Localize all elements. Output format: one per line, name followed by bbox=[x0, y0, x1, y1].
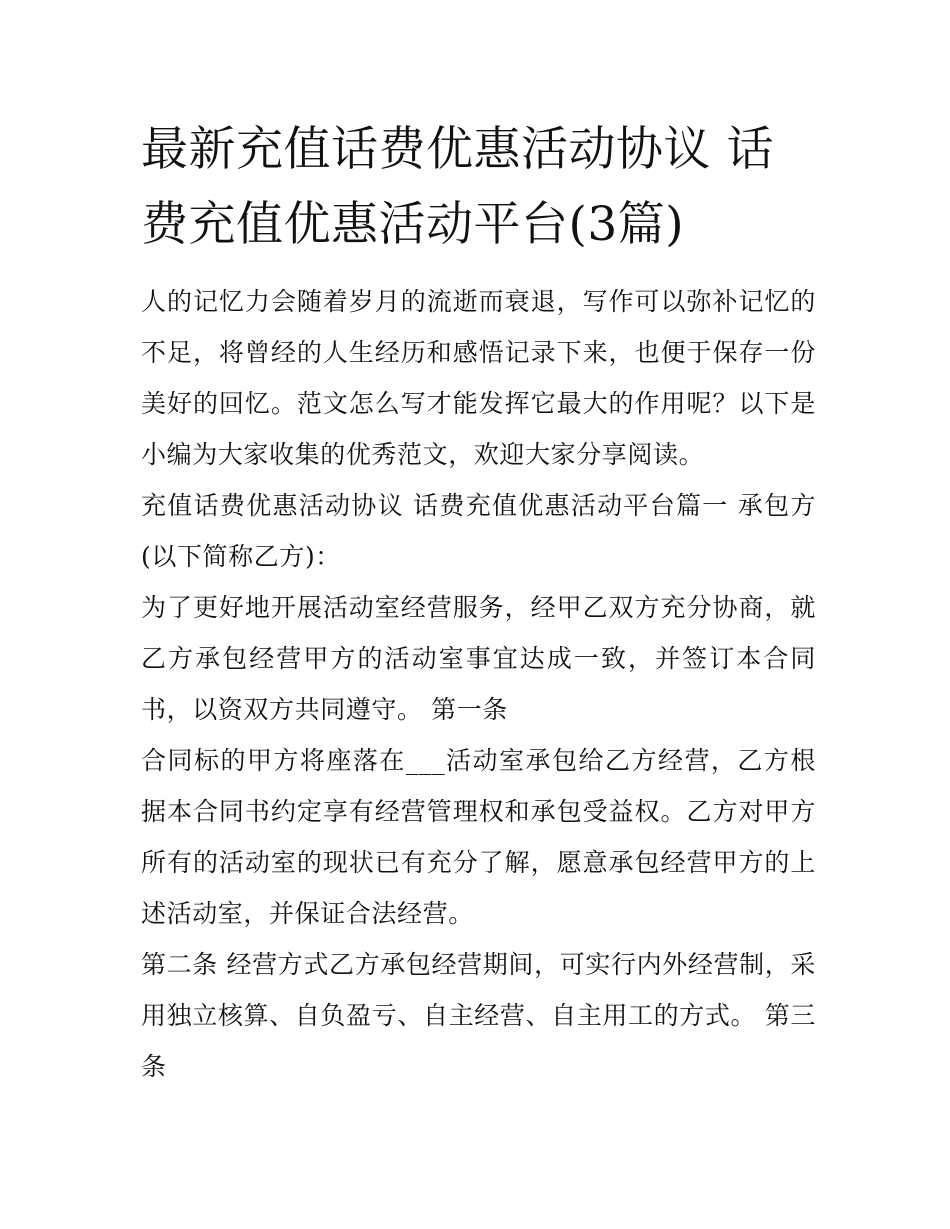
section-heading-paragraph: 充值话费优惠活动协议 话费充值优惠活动平台篇一 承包方(以下简称乙方)： bbox=[141, 491, 816, 571]
article-one-paragraph: 合同标的甲方将座落在___活动室承包给乙方经营，乙方根据本合同书约定享有经营管理权和承包受益权。乙方对甲方所有的活动室的现状已有充分了解，愿意承包经营甲方的上述活动室，并保证合法经营。 bbox=[141, 746, 816, 928]
purpose-paragraph: 为了更好地开展活动室经营服务，经甲乙双方充分协商，就乙方承包经营甲方的活动室事宜达成一致，并签订本合同书，以资双方共同遵守。 第一条 bbox=[141, 593, 816, 724]
article-two-paragraph: 第二条 经营方式乙方承包经营期间，可实行内外经营制，采用独立核算、自负盈亏、自主经营、自主用工的方式。 第三条 bbox=[141, 950, 816, 1081]
document-title: 最新充值话费优惠活动协议 话费充值优惠活动平台(3篇) bbox=[141, 122, 774, 252]
intro-paragraph: 人的记忆力会随着岁月的流逝而衰退，写作可以弥补记忆的不足，将曾经的人生经历和感悟记录下来，也便于保存一份美好的回忆。范文怎么写才能发挥它最大的作用呢？以下是小编为大家收集的优秀范文，欢迎大家分享阅读。 bbox=[141, 287, 816, 469]
document-page bbox=[141, 112, 816, 1092]
